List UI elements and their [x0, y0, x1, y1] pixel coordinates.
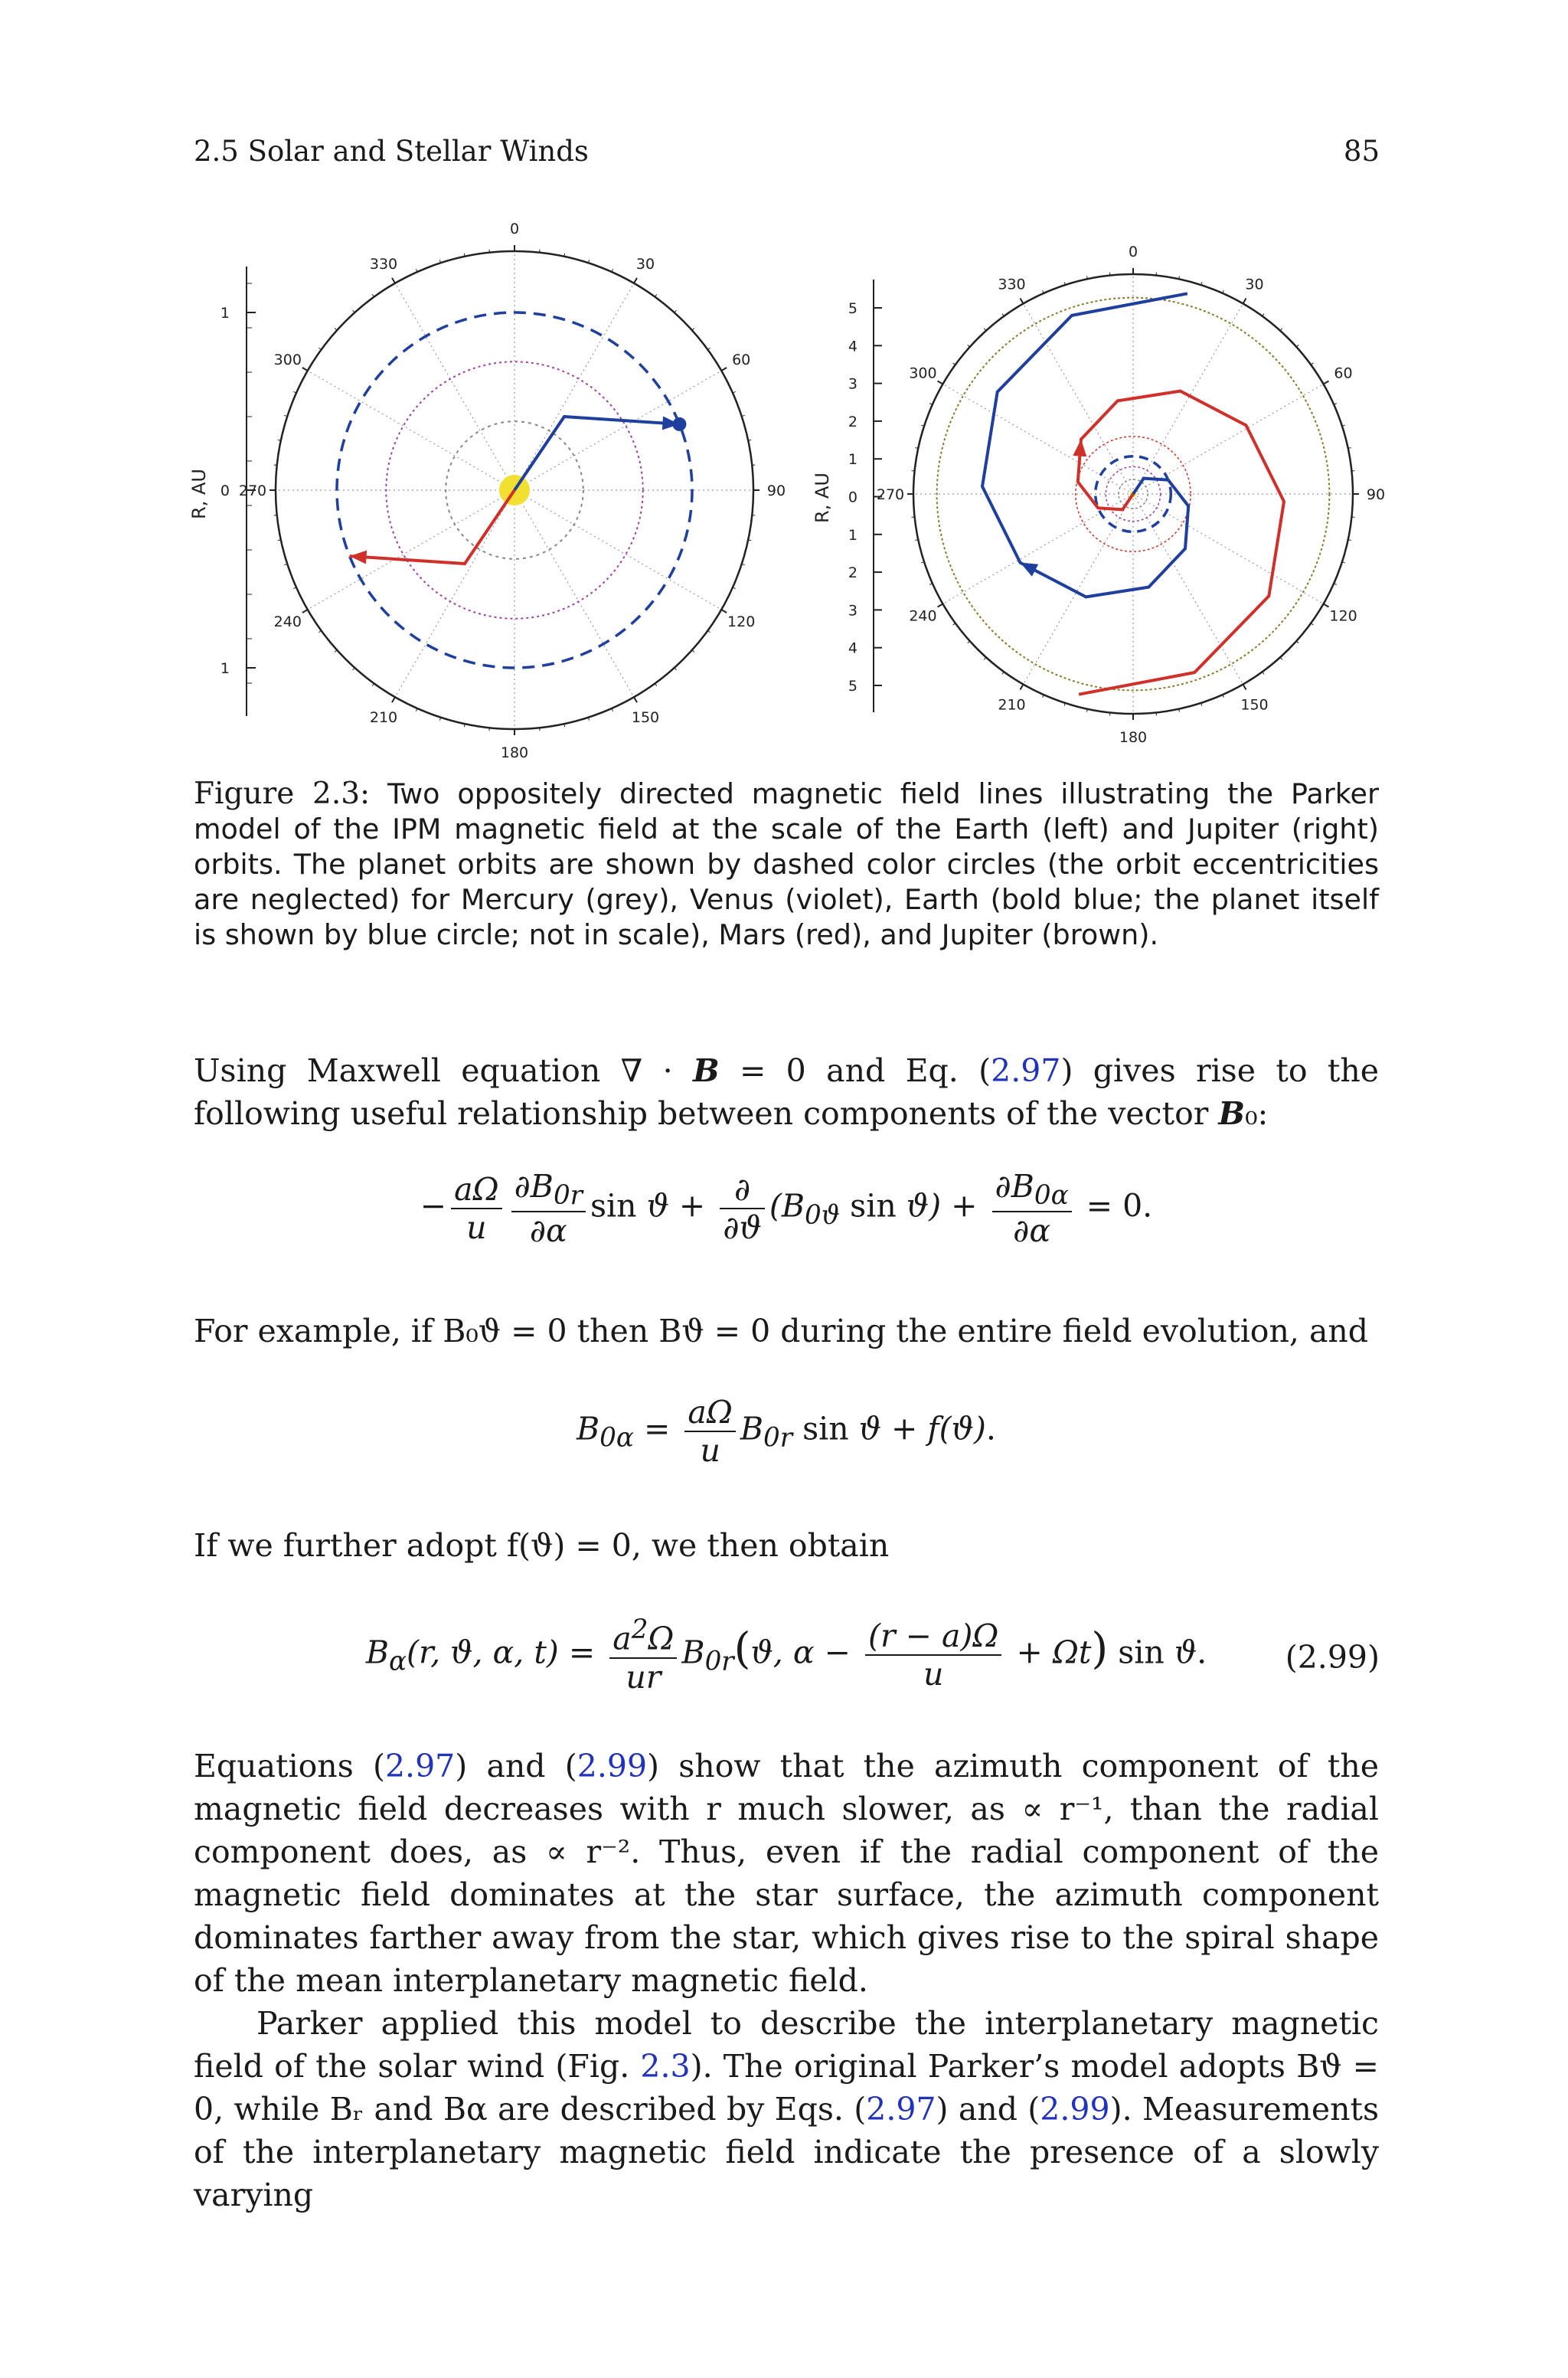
radius-tick-label: 3 [848, 375, 858, 393]
p1-text-d: ) gives rise to the following useful relationship between components of the vector [194, 1052, 1379, 1132]
angle-label: 90 [766, 482, 786, 499]
angle-label: 330 [998, 276, 1026, 293]
field-line-spiral [514, 417, 679, 490]
angle-label: 120 [1329, 607, 1357, 625]
radial-grid-line [1024, 494, 1134, 685]
p1-text-f: ₀: [1245, 1095, 1269, 1132]
p4-text-b: ) and ( [455, 1748, 577, 1784]
radius-tick-label: 3 [848, 602, 858, 620]
radius-tick-label: 1 [848, 526, 858, 544]
radius-tick-label: 5 [848, 678, 858, 695]
radius-tick-label: 4 [848, 338, 858, 355]
radius-tick-label: 4 [848, 639, 858, 657]
angle-label: 150 [631, 709, 660, 727]
page-number: 85 [1343, 135, 1380, 168]
eq-ref-2-99[interactable]: 2.99 [577, 1748, 648, 1784]
running-header-section: 2.5 Solar and Stellar Winds [194, 135, 589, 168]
eq-ref-2-97b[interactable]: 2.97 [384, 1748, 456, 1784]
fig-ref-2-3[interactable]: 2.3 [640, 2048, 691, 2085]
radial-grid-line [942, 494, 1133, 604]
radius-axis-label: R, AU [812, 473, 833, 523]
angle-label: 0 [509, 221, 520, 237]
figure-2-3 [0, 0, 1568, 766]
p5-text-c: ) and ( [936, 2091, 1040, 2128]
equation-b0alpha: $B_{0\alpha}$ = $\frac{a\Omega}{u}$ $B_{0r}$ sin ϑ + f(ϑ). [577, 1394, 996, 1469]
radius-axis-label: R, AU [188, 469, 210, 519]
angle-label: 30 [635, 255, 655, 273]
radial-grid-line [514, 283, 634, 490]
caption-label: Figure 2.3: [194, 777, 371, 811]
p4-text-c: ) show that the azimuth component of the magnetic field decreases with r much slower, as ∝ r⁻¹, than the radial component does, as ∝ r⁻². Thus, even if the radial component of the magnetic field dominates at the star surface, the azimuth component dominates farther away from the star, which gives rise to the spiral shape of the mean interplanetary magnetic field. [194, 1748, 1379, 1999]
angle-label: 30 [1245, 276, 1264, 293]
radius-tick-label: 5 [848, 300, 858, 317]
p1-vector-b: B [692, 1052, 720, 1089]
eq-ref-2-97[interactable]: 2.97 [991, 1052, 1061, 1089]
angle-label: 300 [909, 365, 937, 382]
p5-text-b: ). The original Parker’s model adopts Bϑ = 0, while Bᵣ and Bα are described by Eqs. ( [194, 2048, 1379, 2128]
equation-number: (2.99) [1285, 1639, 1380, 1676]
caption-text: Two oppositely directed magnetic field lines illustrating the Parker model of the IPM magnetic field at the scale of the Earth (left) and Jupiter (right) orbits. The planet orbits are shown by dashed color circles (the orbit eccentricities are neglected) for Mercury (grey), Venus (violet), Earth (bold blue; the planet itself is shown by blue circle; not in scale), Mars (red), and Jupiter (brown). [194, 777, 1379, 951]
p1-text-a: Using Maxwell equation ∇ · [194, 1052, 693, 1089]
angle-label: 330 [369, 255, 398, 273]
angle-label: 150 [1240, 696, 1269, 714]
radius-tick-label: 1 [220, 305, 230, 322]
radius-tick-label: 1 [220, 660, 230, 677]
radius-tick-label: 0 [220, 482, 230, 499]
angle-label: 270 [876, 486, 905, 503]
paragraph-5 [194, 2002, 1379, 2216]
radial-grid-line [1133, 384, 1324, 495]
paragraph-1 [194, 1049, 1379, 1135]
equation-2-99: $B_\alpha(r$, ϑ, α, t) = $\frac{a^2\Omega}{ur}$ $B_{0r}(ϑ$, α − $\frac{(r - a)\Omega}{u}$ + Ωt) sin ϑ. [365, 1614, 1207, 1696]
right-polar-plot [812, 244, 1385, 746]
eq-ref-2-99b[interactable]: 2.99 [1040, 2091, 1110, 2128]
figure-caption [194, 777, 1379, 953]
angle-label: 180 [1119, 729, 1148, 746]
angle-label: 300 [273, 352, 302, 368]
p1-vector-b0: B [1218, 1095, 1246, 1132]
angle-label: 60 [732, 352, 751, 368]
radial-grid-line [308, 371, 514, 490]
angle-label: 120 [727, 613, 756, 630]
radial-grid-line [1133, 303, 1243, 494]
field-line-spiral [350, 490, 514, 564]
field-line-spiral [1078, 391, 1284, 695]
p4-text-a: Equations ( [194, 1748, 385, 1784]
paragraph-4 [194, 1745, 1379, 2002]
angle-label: 180 [500, 744, 529, 761]
paragraph-3: If we further adopt f(ϑ) = 0, we then obtain [194, 1527, 890, 1564]
radius-tick-label: 2 [848, 564, 858, 582]
radial-grid-line [395, 490, 514, 697]
angle-label: 240 [273, 613, 302, 630]
radius-tick-label: 1 [848, 451, 858, 469]
left-polar-plot [188, 221, 786, 761]
field-line-arrow [1073, 440, 1086, 457]
angle-label: 270 [238, 482, 267, 499]
paragraph-2: For example, if B₀ϑ = 0 then Bϑ = 0 during the entire field evolution, and [194, 1313, 1369, 1349]
equation-divergence: − $\frac{a\Omega}{u}$ $\frac{\partial B_{0r}}{\partial\alpha}$ sin ϑ + $\frac{\partial}{\partial ϑ}$ ($B_{0ϑ}$ sin ϑ) + $\frac{\partial B_{0\alpha}}{\partial\alpha}$ = 0. [420, 1168, 1153, 1250]
eq-ref-2-97c[interactable]: 2.97 [866, 2091, 936, 2128]
radial-grid-line [514, 490, 721, 610]
angle-label: 90 [1366, 486, 1386, 503]
earth-planet [672, 417, 686, 431]
angle-label: 210 [369, 709, 398, 727]
p5-text-a: Parker applied this model to describe the interplanetary magnetic field of the solar wind (Fig. [194, 2005, 1379, 2085]
angle-label: 60 [1334, 365, 1353, 382]
radial-grid-line [942, 384, 1133, 495]
radius-tick-label: 0 [848, 489, 858, 506]
angle-label: 210 [998, 696, 1026, 714]
angle-label: 240 [909, 607, 937, 625]
radial-grid-line [1133, 494, 1324, 604]
angle-label: 0 [1128, 244, 1138, 260]
p5-text-d: ). Measurements of the interplanetary magnetic field indicate the presence of a slowly varying [194, 2091, 1380, 2213]
radius-tick-label: 2 [848, 413, 858, 430]
p1-text-c: = 0 and Eq. ( [719, 1052, 991, 1089]
